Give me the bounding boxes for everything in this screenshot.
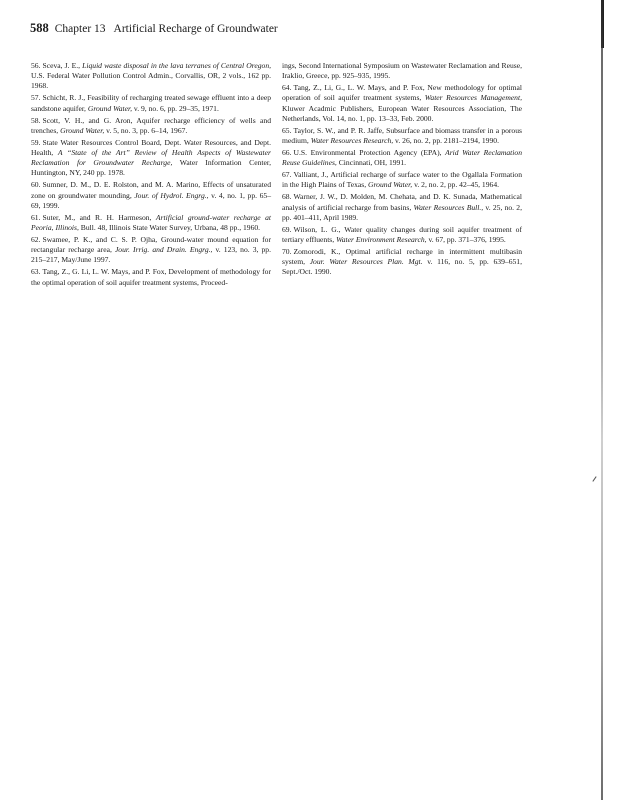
reference-text: U.S. Environmental Protection Agency (EPA), bbox=[293, 148, 446, 158]
reference-source-title: Water Resources Bull., bbox=[413, 202, 484, 212]
reference-text: Schicht, R. J., Feasibility of recharging treated sewage effluent into a deep sandstone aquifer, bbox=[31, 93, 271, 113]
reference-number: 68. bbox=[282, 192, 292, 202]
reference-text: Scott, V. H., and G. Aron, Aquifer recharge efficiency of wells and trenches, bbox=[31, 115, 271, 135]
reference-entry bbox=[31, 116, 271, 136]
reference-text: Cincinnati, OH, 1991. bbox=[336, 158, 407, 168]
reference-entry bbox=[31, 267, 271, 287]
reference-text: v. 2, no. 2, pp. 42–45, 1964. bbox=[412, 180, 500, 190]
reference-source-title: Arid Water Reclamation Reuse Guidelines, bbox=[282, 148, 522, 168]
reference-text: Warner, J. W., D. Molden, M. Chehata, and D. K. Sunada, Mathematical analysis of artificial recharge from basins, bbox=[282, 192, 522, 212]
reference-text: v. 26, no. 2, pp. 2181–2194, 1990. bbox=[393, 136, 499, 146]
reference-number: 60. bbox=[31, 180, 41, 190]
reference-entry bbox=[31, 93, 271, 113]
reference-number: 58. bbox=[31, 115, 41, 125]
reference-column-right bbox=[282, 61, 522, 279]
reference-number: 57. bbox=[31, 93, 41, 103]
reference-text: U.S. Federal Water Pollution Control Admin., Corvallis, OR, 2 vols., 162 pp. 1968. bbox=[31, 71, 271, 91]
reference-text: State Water Resources Control Board, Dept. Water Resources, and Dept. Health, bbox=[31, 137, 271, 158]
reference-text: Sumner, D. M., D. E. Rolston, and M. A. Marino, Effects of unsaturated zone on groundwater mounding, bbox=[31, 180, 271, 200]
scan-edge-line bbox=[601, 0, 603, 800]
scan-speck bbox=[592, 476, 596, 481]
reference-number: 69. bbox=[282, 224, 292, 234]
reference-entry bbox=[282, 83, 522, 124]
reference-number: 62. bbox=[31, 235, 41, 245]
reference-entry bbox=[282, 247, 522, 278]
reference-text: Wilson, L. G., Water quality changes during soil aquifer treatment of tertiary effluents, bbox=[282, 224, 522, 245]
reference-text: ings, Second International Symposium on Wastewater Reclamation and Reuse, Iraklio, Greece, pp. 925–935, 1995. bbox=[282, 61, 522, 81]
reference-text: Valliant, J., Artificial recharge of surface water to the Ogallala Formation in the High Plains of Texas, bbox=[282, 170, 522, 190]
chapter-title: Chapter 13 Artificial Recharge of Groundwater bbox=[54, 23, 278, 35]
reference-source-title: Ground Water, bbox=[60, 125, 105, 135]
reference-entry bbox=[282, 192, 522, 223]
reference-text: Suter, M., and R. H. Harmeson, bbox=[42, 212, 156, 222]
reference-source-title: Ground Water, bbox=[87, 103, 133, 113]
reference-text: v. 67, pp. 371–376, 1995. bbox=[426, 235, 506, 245]
reference-text: Water Information Center, Huntington, NY, 240 pp. 1978. bbox=[31, 158, 271, 178]
reference-text: Kluwer Acadmic Publishers, European Water Resources Association, The Netherlands, Vol. 14, no. 1, pp. 13–33, Feb. 2000. bbox=[282, 103, 522, 123]
reference-text: Bull. 48, Illinois State Water Survey, Urbana, 48 pp., 1960. bbox=[78, 223, 261, 233]
reference-entry bbox=[282, 126, 522, 146]
reference-source-title: Artificial ground-water recharge at Peoria, Illinois, bbox=[31, 212, 271, 233]
reference-source-title: Water Environment Research, bbox=[336, 235, 427, 245]
reference-text: Taylor, S. W., and P. R. Jaffe, Subsurface and biomass transfer in a porous medium, bbox=[282, 125, 522, 146]
reference-entry bbox=[31, 235, 271, 266]
reference-source-title: Jour. Irrig. and Drain. Engrg., bbox=[114, 245, 213, 255]
reference-entry bbox=[31, 180, 271, 211]
reference-source-title: Jour. of Hydrol. Engrg., bbox=[134, 190, 209, 200]
reference-entry bbox=[31, 213, 271, 233]
reference-column-left bbox=[31, 61, 271, 290]
reference-source-title: Ground Water, bbox=[368, 180, 413, 190]
reference-entry bbox=[31, 138, 271, 179]
reference-entry bbox=[282, 225, 522, 245]
reference-number: 70. bbox=[282, 247, 292, 257]
page-header bbox=[30, 21, 550, 36]
reference-number: 63. bbox=[31, 267, 41, 277]
reference-number: 64. bbox=[282, 83, 292, 93]
reference-source-title: A “State of the Art” Review of Health Aspects of Wastewater Reclamation for Groundwater Recharge, bbox=[31, 148, 271, 168]
reference-number: 59. bbox=[31, 137, 41, 147]
reference-text: Tang, Z., G. Li, L. W. Mays, and P. Fox, Development of methodology for the optimal operation of soil aquifer treatment systems, Proceed- bbox=[31, 267, 271, 287]
reference-text: Zomorodi, K., Optimal artificial recharge in intermittent multibasin system, bbox=[282, 247, 522, 267]
reference-text: v. 25, no. 2, pp. 401–411, April 1989. bbox=[282, 202, 522, 222]
reference-text: Sceva, J. E., bbox=[42, 61, 83, 70]
reference-text: Tang, Z., Li, G., L. W. Mays, and P. Fox, New methodology for optimal operation of soil aquifer treatment systems, bbox=[282, 83, 522, 103]
reference-entry bbox=[31, 61, 271, 92]
reference-number: 67. bbox=[282, 170, 292, 180]
reference-number: 66. bbox=[282, 148, 292, 158]
reference-source-title: Water Resources Research, bbox=[310, 136, 394, 146]
reference-source-title: Liquid waste disposal in the lava terranes of Central Oregon, bbox=[82, 61, 272, 70]
reference-entry bbox=[282, 61, 522, 81]
reference-text: v. 9, no. 6, pp. 29–35, 1971. bbox=[132, 103, 219, 113]
reference-number: 56. bbox=[31, 61, 41, 70]
reference-text: v. 116, no. 5, pp. 639–651, Sept./Oct. 1990. bbox=[282, 257, 522, 277]
reference-entry bbox=[282, 170, 522, 190]
reference-text: Swamee, P. K., and C. S. P. Ojha, Ground-water mound equation for rectangular recharge area, bbox=[31, 235, 271, 255]
reference-entry bbox=[282, 148, 522, 168]
page-number: 588 bbox=[30, 21, 49, 35]
reference-number: 65. bbox=[282, 125, 292, 135]
reference-source-title: Water Resources Management, bbox=[424, 93, 522, 103]
reference-text: v. 5, no. 3, pp. 6–14, 1967. bbox=[104, 125, 188, 135]
reference-text: v. 123, no. 3, pp. 215–217, May/June 1997. bbox=[31, 245, 271, 265]
reference-text: v. 4, no. 1, pp. 65–69, 1999. bbox=[31, 190, 271, 210]
reference-number: 61. bbox=[31, 212, 41, 222]
reference-source-title: Jour. Water Resources Plan. Mgt. bbox=[309, 257, 423, 267]
